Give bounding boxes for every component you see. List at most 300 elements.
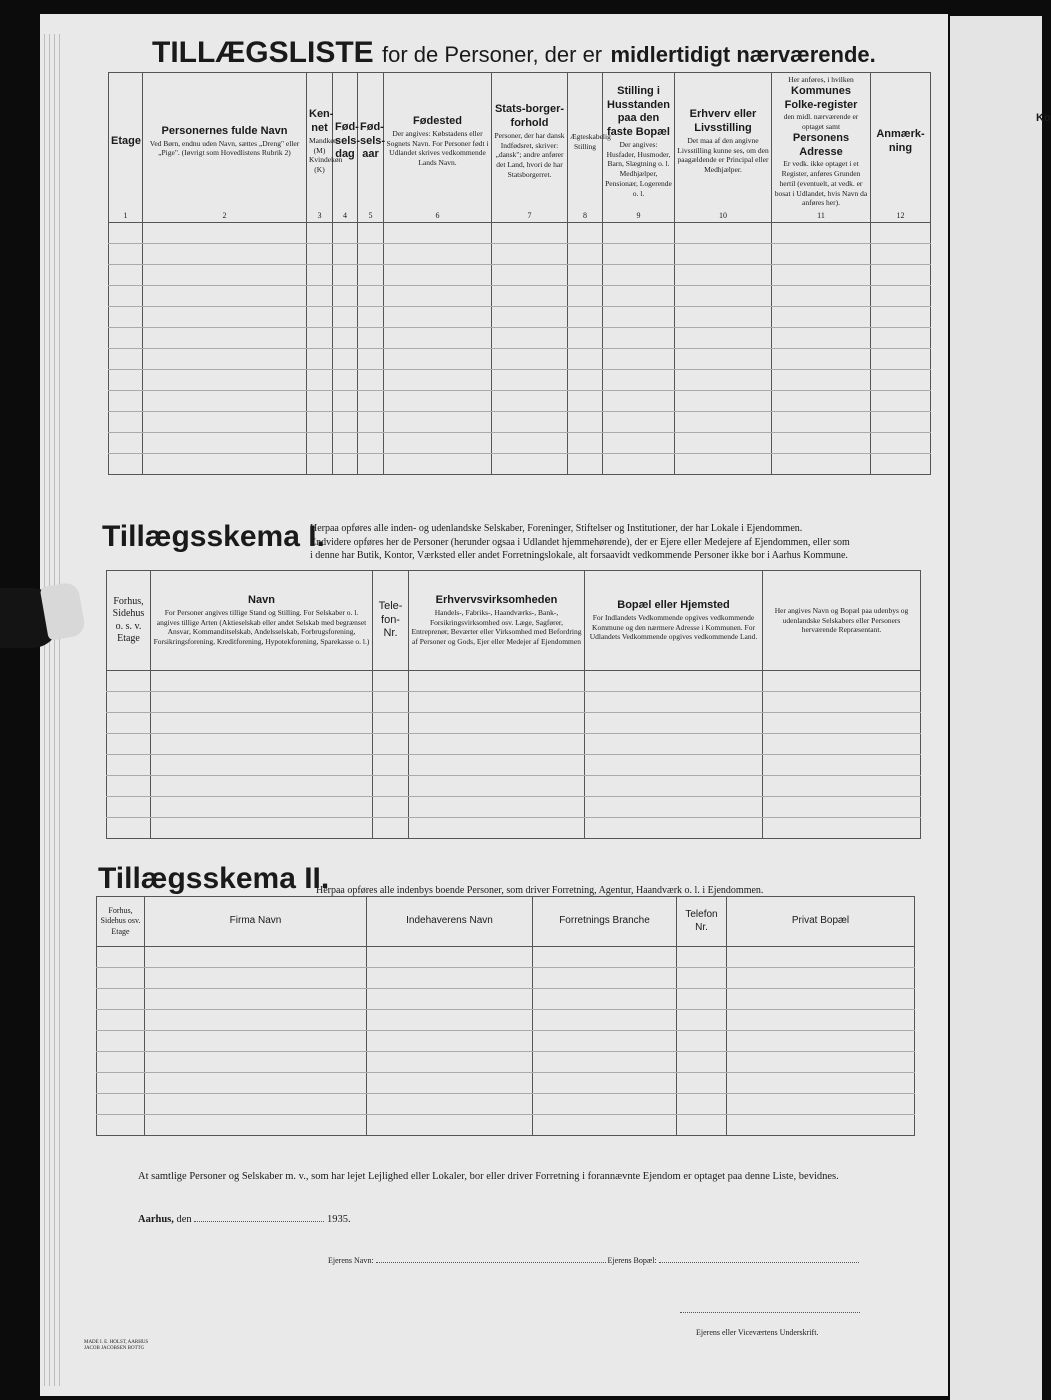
table-cell[interactable] (675, 433, 772, 454)
table-cell[interactable] (533, 989, 677, 1010)
skema2-title: Tillægsskema II. (98, 862, 330, 895)
col-number: 2 (222, 211, 227, 220)
table-cell[interactable] (97, 989, 145, 1010)
main-col-header (492, 73, 568, 223)
skema2-table (96, 896, 915, 1136)
table-cell[interactable] (568, 349, 603, 370)
table-row (109, 307, 931, 328)
table-cell[interactable] (333, 412, 358, 433)
owner-name-label: Ejerens Navn: (328, 1256, 374, 1265)
table-cell[interactable] (151, 671, 373, 692)
table-cell[interactable] (358, 454, 384, 475)
table-cell[interactable] (145, 1052, 367, 1073)
table-cell[interactable] (677, 1073, 727, 1094)
table-cell[interactable] (585, 776, 763, 797)
table-cell[interactable] (772, 328, 871, 349)
table-cell[interactable] (772, 454, 871, 475)
table-cell[interactable] (409, 797, 585, 818)
table-cell[interactable] (333, 265, 358, 286)
table-cell[interactable] (409, 818, 585, 839)
table-cell[interactable] (492, 307, 568, 328)
table-cell[interactable] (373, 755, 409, 776)
table-cell[interactable] (333, 349, 358, 370)
table-cell[interactable] (107, 692, 151, 713)
table-cell[interactable] (772, 286, 871, 307)
table-cell[interactable] (603, 328, 675, 349)
table-cell[interactable] (373, 818, 409, 839)
table-cell[interactable] (107, 734, 151, 755)
table-cell[interactable] (367, 1010, 533, 1031)
table-cell[interactable] (307, 433, 333, 454)
table-cell[interactable] (603, 433, 675, 454)
table-cell[interactable] (763, 692, 921, 713)
table-cell[interactable] (568, 433, 603, 454)
table-cell[interactable] (603, 349, 675, 370)
table-cell[interactable] (109, 265, 143, 286)
table-cell[interactable] (367, 1073, 533, 1094)
table-cell[interactable] (307, 412, 333, 433)
table-cell[interactable] (533, 1052, 677, 1073)
col-number: 12 (896, 211, 905, 220)
table-cell[interactable] (772, 244, 871, 265)
table-row (107, 734, 921, 755)
table-row (109, 244, 931, 265)
table-cell[interactable] (307, 244, 333, 265)
table-cell[interactable] (871, 286, 931, 307)
table-cell[interactable] (568, 391, 603, 412)
col-sub: Der angives: Husfader, Husmoder, Barn, Slægtning o. l. Medhjælper, Pensionær, Logerende o. l. (605, 139, 672, 198)
col-head: Telefon Nr. (685, 909, 718, 933)
table-cell[interactable] (145, 968, 367, 989)
skema1-intro-line1: Herpaa opføres alle inden- og udenlandske Selskaber, Foreninger, Stiftelser og Institutioner, der har Lokale i Ejendommen. (310, 523, 803, 534)
table-cell[interactable] (143, 265, 307, 286)
table-cell[interactable] (492, 349, 568, 370)
table-cell[interactable] (384, 412, 492, 433)
table-cell[interactable] (373, 692, 409, 713)
col-head: Personernes fulde Navn (161, 124, 288, 137)
table-cell[interactable] (675, 307, 772, 328)
table-cell[interactable] (727, 1010, 915, 1031)
table-cell[interactable] (143, 349, 307, 370)
table-cell[interactable] (109, 223, 143, 244)
col-head: Forhus, Sidehus o. s. v. Etage (112, 595, 145, 644)
col-sub: Mandkøn (M) Kvindekøn (K) (309, 135, 343, 174)
skema1-col-header (373, 571, 409, 671)
table-cell[interactable] (677, 1094, 727, 1115)
col-number: 10 (719, 211, 727, 220)
table-cell[interactable] (143, 307, 307, 328)
table-cell[interactable] (871, 265, 931, 286)
table-cell[interactable] (109, 370, 143, 391)
table-cell[interactable] (143, 433, 307, 454)
table-cell[interactable] (151, 797, 373, 818)
table-cell[interactable] (333, 286, 358, 307)
table-cell[interactable] (871, 412, 931, 433)
main-col-header (871, 73, 931, 223)
table-cell[interactable] (384, 328, 492, 349)
table-cell[interactable] (367, 1115, 533, 1136)
table-cell[interactable] (384, 433, 492, 454)
table-cell[interactable] (384, 223, 492, 244)
table-cell[interactable] (358, 307, 384, 328)
table-cell[interactable] (603, 265, 675, 286)
table-cell[interactable] (97, 1115, 145, 1136)
table-cell[interactable] (603, 223, 675, 244)
table-cell[interactable] (492, 370, 568, 391)
table-cell[interactable] (143, 286, 307, 307)
table-cell[interactable] (727, 1073, 915, 1094)
col-number: 7 (527, 211, 532, 220)
table-cell[interactable] (358, 433, 384, 454)
col-number: 4 (343, 211, 347, 220)
table-cell[interactable] (677, 968, 727, 989)
table-cell[interactable] (307, 223, 333, 244)
table-cell[interactable] (143, 412, 307, 433)
table-cell[interactable] (151, 692, 373, 713)
table-cell[interactable] (333, 391, 358, 412)
table-cell[interactable] (533, 1010, 677, 1031)
table-cell[interactable] (333, 328, 358, 349)
table-cell[interactable] (603, 286, 675, 307)
table-cell[interactable] (97, 1094, 145, 1115)
table-cell[interactable] (492, 412, 568, 433)
table-cell[interactable] (677, 947, 727, 968)
table-row (97, 947, 915, 968)
table-cell[interactable] (97, 968, 145, 989)
table-cell[interactable] (109, 244, 143, 265)
table-cell[interactable] (143, 454, 307, 475)
table-cell[interactable] (145, 947, 367, 968)
table-cell[interactable] (675, 223, 772, 244)
table-cell[interactable] (358, 370, 384, 391)
table-cell[interactable] (307, 349, 333, 370)
table-cell[interactable] (585, 797, 763, 818)
table-cell[interactable] (143, 223, 307, 244)
table-cell[interactable] (675, 370, 772, 391)
table-row (109, 223, 931, 244)
skema1-title: Tillægsskema I. (102, 520, 325, 553)
table-cell[interactable] (107, 755, 151, 776)
table-cell[interactable] (727, 1094, 915, 1115)
table-cell[interactable] (97, 1052, 145, 1073)
table-cell[interactable] (109, 454, 143, 475)
table-cell[interactable] (333, 223, 358, 244)
table-cell[interactable] (151, 713, 373, 734)
table-cell[interactable] (373, 671, 409, 692)
table-cell[interactable] (675, 244, 772, 265)
table-cell[interactable] (727, 1031, 915, 1052)
table-row (109, 391, 931, 412)
table-cell[interactable] (143, 370, 307, 391)
table-cell[interactable] (358, 349, 384, 370)
table-cell[interactable] (568, 370, 603, 391)
table-cell[interactable] (492, 391, 568, 412)
table-cell[interactable] (384, 307, 492, 328)
table-cell[interactable] (585, 818, 763, 839)
table-cell[interactable] (772, 433, 871, 454)
table-cell[interactable] (307, 328, 333, 349)
table-cell[interactable] (568, 454, 603, 475)
table-cell[interactable] (151, 776, 373, 797)
table-cell[interactable] (568, 286, 603, 307)
col-head: Forhus, Sidehus osv. Etage (100, 905, 141, 936)
table-cell[interactable] (772, 265, 871, 286)
table-cell[interactable] (871, 307, 931, 328)
table-cell[interactable] (533, 1094, 677, 1115)
table-cell[interactable] (143, 391, 307, 412)
table-cell[interactable] (585, 734, 763, 755)
col-sub: Det maa af den angivne Livsstilling kunne ses, om den paagældende er Principal eller Medhjælper. (677, 135, 769, 174)
table-cell[interactable] (409, 713, 585, 734)
table-row (107, 818, 921, 839)
table-cell[interactable] (107, 713, 151, 734)
table-cell[interactable] (675, 328, 772, 349)
table-cell[interactable] (333, 244, 358, 265)
table-cell[interactable] (307, 454, 333, 475)
table-cell[interactable] (585, 755, 763, 776)
table-cell[interactable] (97, 1073, 145, 1094)
table-cell[interactable] (97, 1031, 145, 1052)
table-cell[interactable] (568, 265, 603, 286)
table-cell[interactable] (727, 968, 915, 989)
table-cell[interactable] (384, 286, 492, 307)
table-cell[interactable] (109, 433, 143, 454)
table-cell[interactable] (871, 349, 931, 370)
title-bold2: midlertidigt nærværende. (610, 42, 876, 67)
table-row (107, 797, 921, 818)
table-cell[interactable] (145, 1073, 367, 1094)
table-cell[interactable] (358, 265, 384, 286)
table-cell[interactable] (367, 947, 533, 968)
table-cell[interactable] (409, 692, 585, 713)
col-sub: den midl. nærværende er optaget samt (783, 112, 859, 131)
table-cell[interactable] (533, 1115, 677, 1136)
table-cell[interactable] (568, 307, 603, 328)
table-cell[interactable] (763, 713, 921, 734)
table-cell[interactable] (772, 412, 871, 433)
table-row (97, 1073, 915, 1094)
table-cell[interactable] (367, 1094, 533, 1115)
table-cell[interactable] (109, 307, 143, 328)
table-cell[interactable] (763, 797, 921, 818)
table-cell[interactable] (677, 989, 727, 1010)
table-cell[interactable] (727, 989, 915, 1010)
col-head: Fødested (413, 115, 462, 128)
table-cell[interactable] (677, 1010, 727, 1031)
table-cell[interactable] (533, 968, 677, 989)
table-cell[interactable] (358, 391, 384, 412)
table-cell[interactable] (143, 244, 307, 265)
table-cell[interactable] (492, 433, 568, 454)
table-row (109, 454, 931, 475)
table-cell[interactable] (151, 755, 373, 776)
table-cell[interactable] (675, 454, 772, 475)
table-cell[interactable] (409, 734, 585, 755)
table-cell[interactable] (677, 1031, 727, 1052)
table-cell[interactable] (373, 797, 409, 818)
table-cell[interactable] (675, 265, 772, 286)
table-cell[interactable] (603, 454, 675, 475)
table-cell[interactable] (727, 947, 915, 968)
table-cell[interactable] (307, 370, 333, 391)
table-cell[interactable] (533, 1031, 677, 1052)
table-cell[interactable] (871, 244, 931, 265)
date-line (194, 1221, 324, 1222)
table-cell[interactable] (675, 412, 772, 433)
table-cell[interactable] (107, 797, 151, 818)
year-label: 1935. (326, 1214, 351, 1225)
table-cell[interactable] (492, 328, 568, 349)
table-cell[interactable] (409, 671, 585, 692)
table-cell[interactable] (151, 818, 373, 839)
table-cell[interactable] (145, 1010, 367, 1031)
skema1-col-header (107, 571, 151, 671)
table-cell[interactable] (727, 1115, 915, 1136)
table-cell[interactable] (373, 713, 409, 734)
table-cell[interactable] (145, 989, 367, 1010)
table-cell[interactable] (384, 265, 492, 286)
table-cell[interactable] (367, 1031, 533, 1052)
owner-name-line (376, 1262, 606, 1263)
table-cell[interactable] (307, 286, 333, 307)
table-cell[interactable] (97, 1010, 145, 1031)
table-cell[interactable] (568, 223, 603, 244)
table-cell[interactable] (145, 1031, 367, 1052)
table-cell[interactable] (772, 307, 871, 328)
col-head: Firma Navn (229, 915, 282, 927)
table-cell[interactable] (568, 328, 603, 349)
table-cell[interactable] (871, 328, 931, 349)
table-cell[interactable] (675, 391, 772, 412)
table-row (97, 1010, 915, 1031)
table-cell[interactable] (384, 454, 492, 475)
table-cell[interactable] (871, 391, 931, 412)
table-cell[interactable] (307, 307, 333, 328)
table-cell[interactable] (677, 1052, 727, 1073)
table-cell[interactable] (109, 391, 143, 412)
table-cell[interactable] (109, 328, 143, 349)
table-cell[interactable] (358, 223, 384, 244)
table-row (107, 692, 921, 713)
signature-line (680, 1312, 860, 1313)
table-cell[interactable] (145, 1115, 367, 1136)
table-row (97, 968, 915, 989)
table-cell[interactable] (871, 454, 931, 475)
table-cell[interactable] (585, 671, 763, 692)
table-cell[interactable] (871, 370, 931, 391)
table-cell[interactable] (384, 370, 492, 391)
table-cell[interactable] (772, 223, 871, 244)
table-cell[interactable] (772, 349, 871, 370)
table-cell[interactable] (603, 391, 675, 412)
table-cell[interactable] (367, 989, 533, 1010)
table-cell[interactable] (358, 328, 384, 349)
table-cell[interactable] (409, 776, 585, 797)
table-cell[interactable] (333, 307, 358, 328)
table-cell[interactable] (358, 412, 384, 433)
table-cell[interactable] (367, 968, 533, 989)
table-cell[interactable] (373, 734, 409, 755)
table-cell[interactable] (358, 244, 384, 265)
table-cell[interactable] (871, 433, 931, 454)
table-cell[interactable] (358, 286, 384, 307)
table-cell[interactable] (585, 692, 763, 713)
table-cell[interactable] (492, 223, 568, 244)
table-cell[interactable] (727, 1052, 915, 1073)
table-cell[interactable] (107, 776, 151, 797)
col-head: Bopæl eller Hjemsted (617, 599, 730, 611)
table-cell[interactable] (107, 671, 151, 692)
main-col-header (333, 73, 361, 223)
table-cell[interactable] (409, 755, 585, 776)
table-cell[interactable] (307, 265, 333, 286)
table-cell[interactable] (384, 349, 492, 370)
table-cell[interactable] (603, 412, 675, 433)
table-cell[interactable] (763, 818, 921, 839)
table-cell[interactable] (492, 286, 568, 307)
table-cell[interactable] (492, 454, 568, 475)
table-cell[interactable] (772, 370, 871, 391)
table-cell[interactable] (109, 412, 143, 433)
table-cell[interactable] (333, 370, 358, 391)
table-cell[interactable] (763, 734, 921, 755)
table-cell[interactable] (373, 776, 409, 797)
col-number: 11 (817, 211, 825, 220)
table-cell[interactable] (492, 265, 568, 286)
table-cell[interactable] (871, 223, 931, 244)
table-cell[interactable] (492, 244, 568, 265)
table-cell[interactable] (109, 286, 143, 307)
main-col-header (772, 73, 871, 223)
main-col-header (384, 73, 492, 223)
table-cell[interactable] (384, 391, 492, 412)
skema2-col-header (727, 897, 915, 947)
table-cell[interactable] (333, 433, 358, 454)
table-cell[interactable] (763, 755, 921, 776)
table-cell[interactable] (109, 349, 143, 370)
table-cell[interactable] (333, 454, 358, 475)
table-cell[interactable] (603, 244, 675, 265)
table-cell[interactable] (151, 734, 373, 755)
table-cell[interactable] (603, 370, 675, 391)
table-cell[interactable] (533, 947, 677, 968)
table-cell[interactable] (568, 244, 603, 265)
table-cell[interactable] (675, 286, 772, 307)
main-col-header (603, 73, 675, 223)
table-cell[interactable] (367, 1052, 533, 1073)
table-cell[interactable] (675, 349, 772, 370)
table-cell[interactable] (568, 412, 603, 433)
table-cell[interactable] (603, 307, 675, 328)
table-cell[interactable] (143, 328, 307, 349)
table-cell[interactable] (677, 1115, 727, 1136)
table-cell[interactable] (772, 391, 871, 412)
table-cell[interactable] (97, 947, 145, 968)
col-head: Stilling i Husstanden paa den faste Bopæl (607, 84, 670, 138)
skema1-intro-line3: i denne har Butik, Kontor, Værksted eller andet Forretningslokale, alt forsaavidt vedkommende Personer ikke bor i Aarhus Kommune. (310, 550, 848, 561)
table-cell[interactable] (763, 776, 921, 797)
col-sub: Ægteskabelig Stilling (570, 131, 611, 151)
table-cell[interactable] (585, 713, 763, 734)
table-cell[interactable] (307, 391, 333, 412)
table-cell[interactable] (107, 818, 151, 839)
table-cell[interactable] (533, 1073, 677, 1094)
table-cell[interactable] (384, 244, 492, 265)
table-cell[interactable] (145, 1094, 367, 1115)
col-head2: Personens Adresse (792, 131, 850, 158)
place-label: Aarhus, (138, 1214, 174, 1225)
table-cell[interactable] (763, 671, 921, 692)
